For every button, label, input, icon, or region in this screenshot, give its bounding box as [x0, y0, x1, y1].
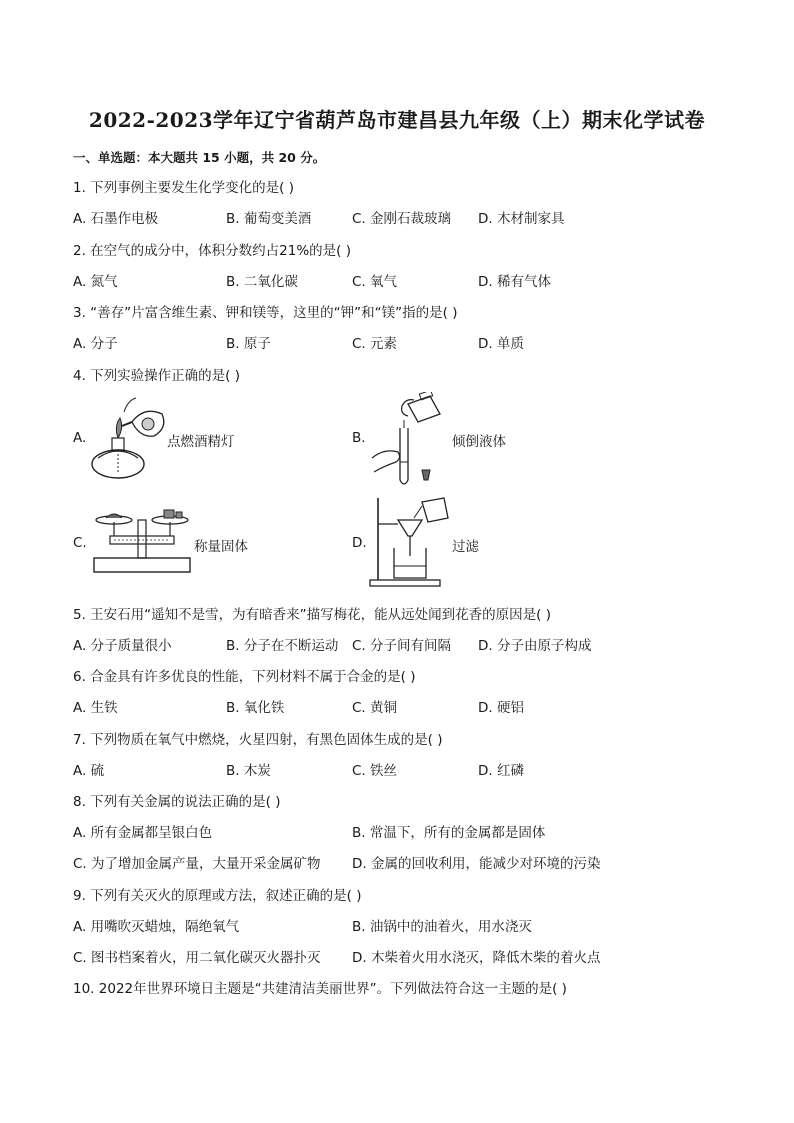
option: D. 红磷 [478, 763, 524, 779]
filtration-figure [368, 496, 454, 588]
option: C. 氧气 [352, 274, 398, 290]
option: A. 石墨作电极 [73, 211, 159, 227]
question-stem: 3. “善存”片富含维生素、钾和镁等，这里的“钾”和“镁”指的是( ) [73, 305, 458, 321]
option: B. 原子 [226, 336, 271, 352]
option: A. 氮气 [73, 274, 118, 290]
option-letter: A. [73, 430, 87, 446]
question-stem: 4. 下列实验操作正确的是( ) [73, 368, 240, 384]
option: C. 为了增加金属产量，大量开采金属矿物 [73, 856, 321, 872]
option: C. 黄铜 [352, 700, 398, 716]
balance-scale-figure [90, 500, 194, 580]
option: D. 单质 [478, 336, 524, 352]
option-letter: B. [352, 430, 366, 446]
option: C. 金刚石裁玻璃 [352, 211, 452, 227]
question-stem: 8. 下列有关金属的说法正确的是( ) [73, 794, 281, 810]
question-stem: 5. 王安石用“遥知不是雪，为有暗香来”描写梅花，能从远处闻到花香的原因是( ) [73, 607, 551, 623]
option: B. 二氧化碳 [226, 274, 298, 290]
question-stem: 1. 下列事例主要发生化学变化的是( ) [73, 180, 294, 196]
option: C. 铁丝 [352, 763, 398, 779]
option-letter: D. [352, 535, 367, 551]
alcohol-lamp-figure [88, 392, 170, 488]
option: A. 生铁 [73, 700, 118, 716]
option: A. 分子质量很小 [73, 638, 172, 654]
question-stem: 7. 下列物质在氧气中燃烧，火星四射，有黑色固体生成的是( ) [73, 732, 443, 748]
option: A. 用嘴吹灭蜡烛，隔绝氧气 [73, 919, 240, 935]
option: B. 葡萄变美酒 [226, 211, 312, 227]
question-stem: 9. 下列有关灭火的原理或方法，叙述正确的是( ) [73, 888, 362, 904]
pouring-liquid-figure [370, 392, 450, 492]
figure-caption: 称量固体 [194, 539, 248, 555]
option: D. 金属的回收利用，能减少对环境的污染 [352, 856, 601, 872]
option: A. 所有金属都呈银白色 [73, 825, 213, 841]
option: A. 硫 [73, 763, 105, 779]
option: D. 稀有气体 [478, 274, 551, 290]
option: B. 常温下，所有的金属都是固体 [352, 825, 546, 841]
page-title: 2022-2023学年辽宁省葫芦岛市建昌县九年级（上）期末化学试卷 [88, 108, 706, 132]
question-stem: 6. 合金具有许多优良的性能，下列材料不属于合金的是( ) [73, 669, 416, 685]
option: B. 木炭 [226, 763, 271, 779]
question-stem: 2. 在空气的成分中，体积分数约占21%的是( ) [73, 243, 352, 259]
figure-caption: 点燃酒精灯 [167, 434, 235, 450]
section-heading: 一、单选题：本大题共 15 小题，共 20 分。 [73, 150, 326, 165]
option: D. 木材制家具 [478, 211, 565, 227]
option-letter: C. [73, 535, 87, 551]
option: D. 木柴着火用水浇灭，降低木柴的着火点 [352, 950, 601, 966]
option: B. 分子在不断运动 [226, 638, 339, 654]
option: C. 分子间有间隔 [352, 638, 452, 654]
option: C. 图书档案着火，用二氧化碳灭火器扑灭 [73, 950, 321, 966]
option: A. 分子 [73, 336, 118, 352]
option: D. 硬铝 [478, 700, 524, 716]
question-stem: 10. 2022年世界环境日主题是“共建清洁美丽世界”。下列做法符合这一主题的是( ) [73, 981, 567, 997]
option: C. 元素 [352, 336, 398, 352]
figure-caption: 倾倒液体 [452, 434, 506, 450]
option: B. 油锅中的油着火，用水浇灭 [352, 919, 532, 935]
figure-caption: 过滤 [452, 539, 479, 555]
option: D. 分子由原子构成 [478, 638, 592, 654]
option: B. 氧化铁 [226, 700, 285, 716]
